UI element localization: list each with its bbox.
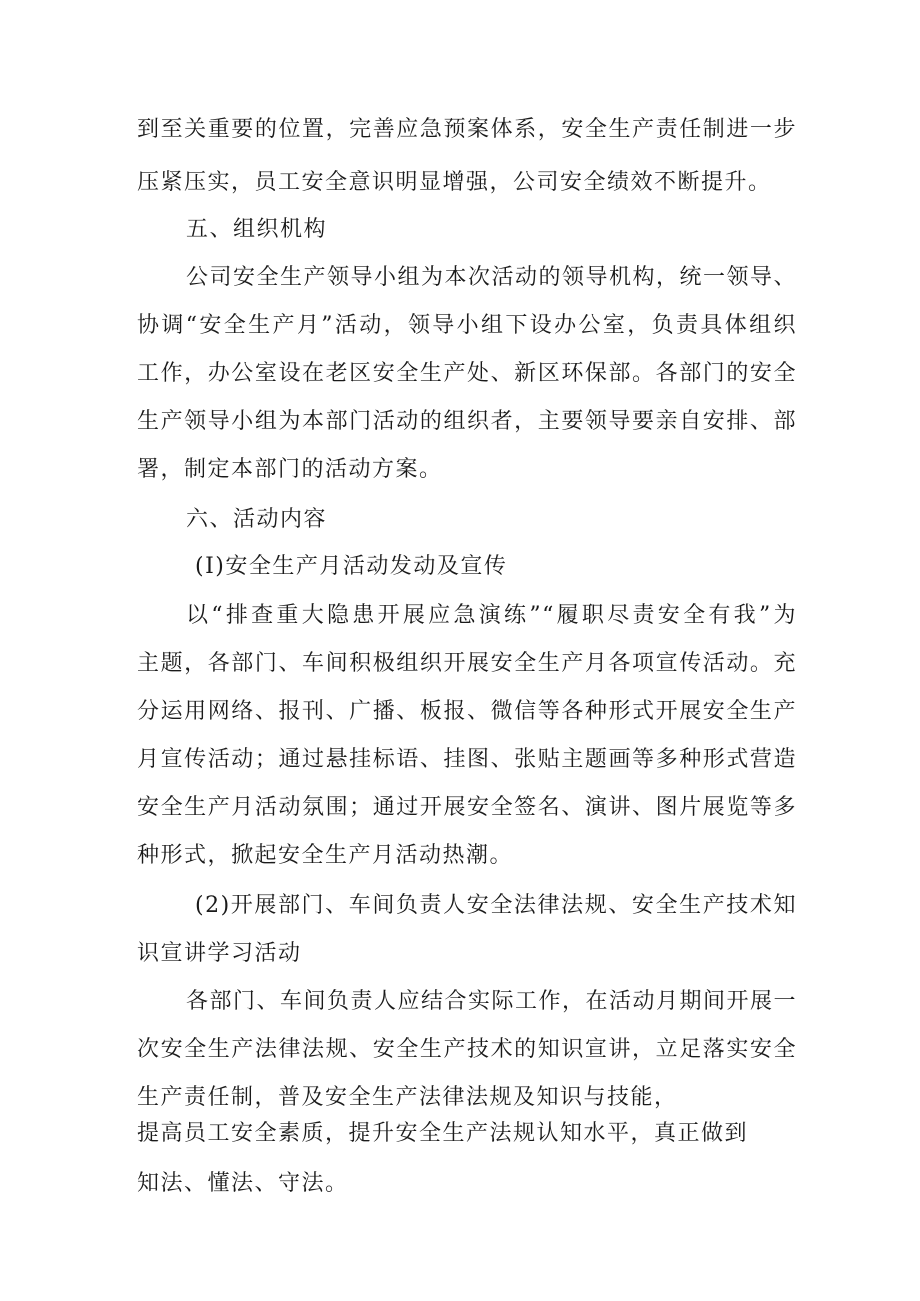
body-text-line: 工作，办公室设在老区安全生产处、新区环保部。各部门的安全 xyxy=(137,361,797,386)
body-text-line: 主题，各部门、车间积极组织开展安全生产月各项宣传活动。充 xyxy=(137,651,797,676)
body-text-line: 公司安全生产领导小组为本次活动的领导机构，统一领导、 xyxy=(186,265,798,290)
body-text-line: 次安全生产法律法规、安全生产技术的知识宣讲，立足落实安全 xyxy=(137,1037,797,1062)
body-text-line: 协调“安全生产月”活动，领导小组下设办公室，负责具体组织 xyxy=(137,313,797,338)
body-text-line: 月宣传活动；通过悬挂标语、挂图、张贴主题画等多种形式营造 xyxy=(137,747,797,772)
section-heading: 五、组织机构 xyxy=(186,217,328,242)
body-text-line: 生产责任制，普及安全生产法律法规及知识与技能， xyxy=(137,1085,678,1110)
body-text-line: 提高员工安全素质，提升安全生产法规认知水平，真正做到 xyxy=(137,1121,749,1146)
section-heading: 六、活动内容 xyxy=(186,507,328,532)
body-text-line: 分运用网络、报刊、广播、板报、微信等各种形式开展安全生产 xyxy=(137,699,797,724)
body-text-line: 各部门、车间负责人应结合实际工作，在活动月期间开展一 xyxy=(186,989,798,1014)
subsection-heading: (I)安全生产月活动发动及宣传 xyxy=(195,554,508,579)
body-text-line: 署，制定本部门的活动方案。 xyxy=(137,457,443,482)
body-text-line: 到至关重要的位置，完善应急预案体系，安全生产责任制进一步 xyxy=(137,117,797,142)
body-text-line: 知法、懂法、守法。 xyxy=(137,1171,349,1196)
body-text-line: 安全生产月活动氛围；通过开展安全签名、演讲、图片展览等多 xyxy=(137,795,797,820)
body-text-line: 压紧压实，员工安全意识明显增强，公司安全绩效不断提升。 xyxy=(137,170,772,195)
body-text-line: 生产领导小组为本部门活动的组织者，主要领导要亲自安排、部 xyxy=(137,409,797,434)
body-text-line: 种形式，掀起安全生产月活动热潮。 xyxy=(137,843,514,868)
body-text-line: 以“排查重大隐患开展应急演练”“履职尽责安全有我”为 xyxy=(186,603,797,628)
subsection-heading-continued: 识宣讲学习活动 xyxy=(137,941,302,966)
subsection-heading: (2)开展部门、车间负责人安全法律法规、安全生产技术知 xyxy=(195,893,797,918)
